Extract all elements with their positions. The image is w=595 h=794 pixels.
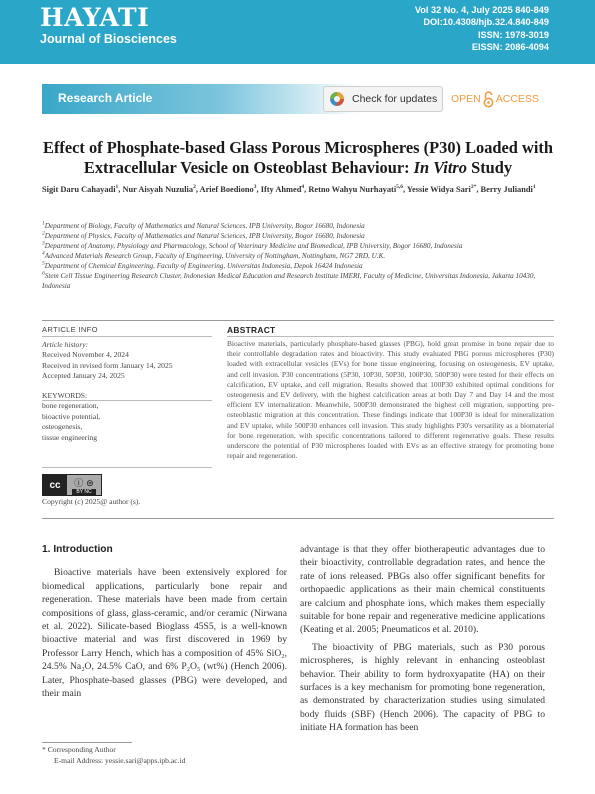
section-heading: 1. Introduction: [42, 544, 113, 555]
article-info-heading: ARTICLE INFO: [42, 325, 98, 334]
body-column-right: [300, 543, 545, 739]
affiliation-list: [42, 221, 554, 291]
received-date: Received November 4, 2024: [42, 350, 129, 359]
check-updates-text: Check for updates: [352, 93, 438, 105]
accepted-date: Accepted January 24, 2025: [42, 371, 125, 380]
abstract-text: Bioactive materials, particularly phosphate-based glasses (PBG), hold great promise in bone repair due to their controllable degradation rates and bioactivity. This study evaluated PBG porous microspheres (P30) loaded with extracellular vesicles (EVs) for bone tissue engineering, focusing on osteogenesis, EV uptake, and cell invasion. P30 concentrations (5P30, 10P30, 50P30, 100P30, 500P30) were tested for their effects on calcification, EV uptake, and cell migration. Results showed that 100P30 exhibited optimal conditions for osteogenesis and EV delivery, with the highest calcification areas at both Day 7 and Day 14 and the most efficient EV internalization. Meanwhile, 500P30 demonstrated the highest cell migration, supporting pre-osteoblastic migration at this concentration. These findings indicate that 100P30 is ideal for mineralization and EV uptake, while 500P30 enhances cell invasion. This study highlights P30's versatility as a biomaterial for bone regeneration, with specific concentrations tailored to different regenerative goals. These results underscore the potential of P30 microspheres loaded with EVs as an effective strategy for promoting bone repair and regeneration.: [227, 339, 554, 461]
author-list: Sigit Daru Cahayadi$^1$, Nur Aisyah Nuzulia$^2$, Arief Boediono$^3$, Ifty Ahmed$^4$, Retno Wahyu Nurhayati$^{5,6}$, Yessie Widya Sari$^{2*}$, Berry Juliandi$^1$: [42, 184, 536, 194]
info-divider: [42, 467, 212, 468]
affiliation: $^6$Stem Cell Tissue Engineering Research Cluster, Indonesian Medical Education and Research Institute IMERI, Faculty of Medicine, Universitas Indonesia, Jakarta 10430, Indonesia: [42, 270, 536, 290]
issue-doi[interactable]: DOI:10.4308/hjb.32.4.840-849: [423, 17, 549, 28]
keyword: bioactive potential,: [42, 411, 101, 421]
check-for-updates-button[interactable]: [323, 86, 443, 112]
article-title: [42, 138, 554, 178]
author: Sigit Daru Cahayadi$^1$: [42, 184, 119, 194]
body-column-left: [42, 543, 287, 704]
open-access-open: OPEN: [451, 93, 481, 105]
journal-brand: [40, 4, 177, 46]
abstract-heading: ABSTRACT: [227, 325, 276, 335]
paragraph: The bioactivity of PBG materials, such as P30 porous microspheres, is highly relevant in enhancing osteoblast behavior. Their ability to form hydroxyapatite (HA) on their surfaces is a key mechanism for promoting bone regeneration, as demonstrated by characterization studies using simulated body fluids (SBF) (Hench 2006). The capacity of PBG to initiate HA formation has been: [300, 641, 545, 734]
author: Nur Aisyah Nuzulia$^2$: [122, 184, 196, 194]
keyword: bone regeneration,: [42, 401, 99, 410]
author: Arief Boediono$^3$: [199, 184, 257, 194]
author: Berry Juliandi$^1$: [480, 184, 536, 194]
affiliation: $^5$Department of Chemical Engineering, Faculty of Engineering, Universitas Indonesia, Depok 16424 Indonesia: [42, 260, 363, 270]
issue-volume: Vol 32 No. 4, July 2025 840-849: [414, 5, 549, 15]
footnote-divider: [42, 742, 132, 743]
open-lock-icon: [483, 90, 494, 108]
open-access-badge: [451, 90, 539, 108]
paragraph: Bioactive materials have been extensively explored for biomedical applications, particularly bone repair and regeneration. These materials have been made from certain compositions of glass, glass-ceramic, and/or ceramic (Nirwana et al. 2022). Silicate-based Bioglass 45S5, is a well-known bioactive material and was first discovered in 1969 by Professor Larry Hench, which has a composition of 45% SiO₂, 24.5% Na₂O, 24.5% CaO, and 6% P₂O₅ (wt%) (Hench 2006). Later, Phosphate-based glasses (PBG) were developed, and their main: [42, 567, 287, 700]
copyright-notice: Copyright (c) 2025@ author (s).: [42, 497, 141, 506]
divider: [42, 320, 554, 321]
affiliation: $^2$Department of Physics, Faculty of Mathematics and Natural Sciences, IPB University, Bogor 16680, Indonesia: [42, 230, 365, 240]
article-info: [42, 325, 212, 443]
title-italic: In Vitro: [413, 158, 467, 177]
affiliation: $^4$Advanced Materials Research Group, Faculty of Engineering, University of Nottingham, Nottingham, NG7 2RD, U.K.: [42, 250, 386, 260]
open-access-access: ACCESS: [495, 93, 539, 105]
keyword: osteogenesis,: [42, 422, 83, 431]
affiliation: $^1$Department of Biology, Faculty of Mathematics and Natural Sciences, IPB University, Bogor 16680, Indonesia: [42, 220, 365, 230]
author: Ifty Ahmed$^4$: [260, 184, 305, 194]
check-updates-icon: [328, 90, 346, 108]
keyword: tissue engineering: [42, 432, 98, 442]
cc-license-tag: BY NC: [72, 489, 95, 495]
abstract-divider: [227, 336, 554, 337]
author: Yessie Widya Sari$^{2*}$: [406, 184, 477, 194]
title-end: Study: [466, 158, 513, 177]
corresponding-label: * Corresponding Author: [42, 745, 116, 754]
issue-eissn: EISSN: 2086-4094: [471, 42, 549, 53]
cc-logo-icon: cc: [43, 475, 67, 495]
author: Retno Wahyu Nurhayati$^{5,6}$: [308, 184, 404, 194]
keywords-label: KEYWORDS:: [42, 390, 88, 400]
divider: [42, 518, 554, 519]
journal-subtitle: Journal of Biosciences: [40, 32, 177, 46]
corresponding-email[interactable]: E-mail Address: yessie.sari@apps.ipb.ac.id: [54, 755, 186, 765]
journal-name: HAYATI: [40, 3, 150, 32]
title-main: Effect of Phosphate-based Glass Porous Microspheres (P30) Loaded with Extracellular Vesicle on Osteoblast Behaviour:: [43, 138, 553, 177]
article-type-label: Research Article: [58, 91, 153, 105]
issue-info: [415, 4, 549, 54]
history-label: Article history:: [42, 339, 89, 349]
corresponding-author: [42, 745, 185, 766]
paragraph: advantage is that they offer biotherapeutic advantages due to their bioactivity, controllable degradation rates, and hence the rate of ions released. PBGs also offer significant benefits for orthopaedic applications as their main chemical constituents are calcium and phosphate ions, which makes them especially suitable for bone repair and regenerative medicine applications (Keating et al. 2005; Pneumaticos et al. 2010).: [300, 544, 545, 636]
affiliation: $^3$Department of Anatomy, Physiology and Pharmacology, School of Veterinary Medicine and Biomedical, IPB University, Bogor 16680, Indonesia: [42, 240, 463, 250]
issue-issn: ISSN: 1978-3019: [478, 29, 549, 40]
cc-by-nc-icon: ⓘ ⊜: [74, 478, 94, 489]
cc-license-badge[interactable]: [42, 474, 102, 496]
revised-date: Received in revised form January 14, 2025: [42, 360, 173, 370]
journal-masthead: [0, 0, 595, 64]
